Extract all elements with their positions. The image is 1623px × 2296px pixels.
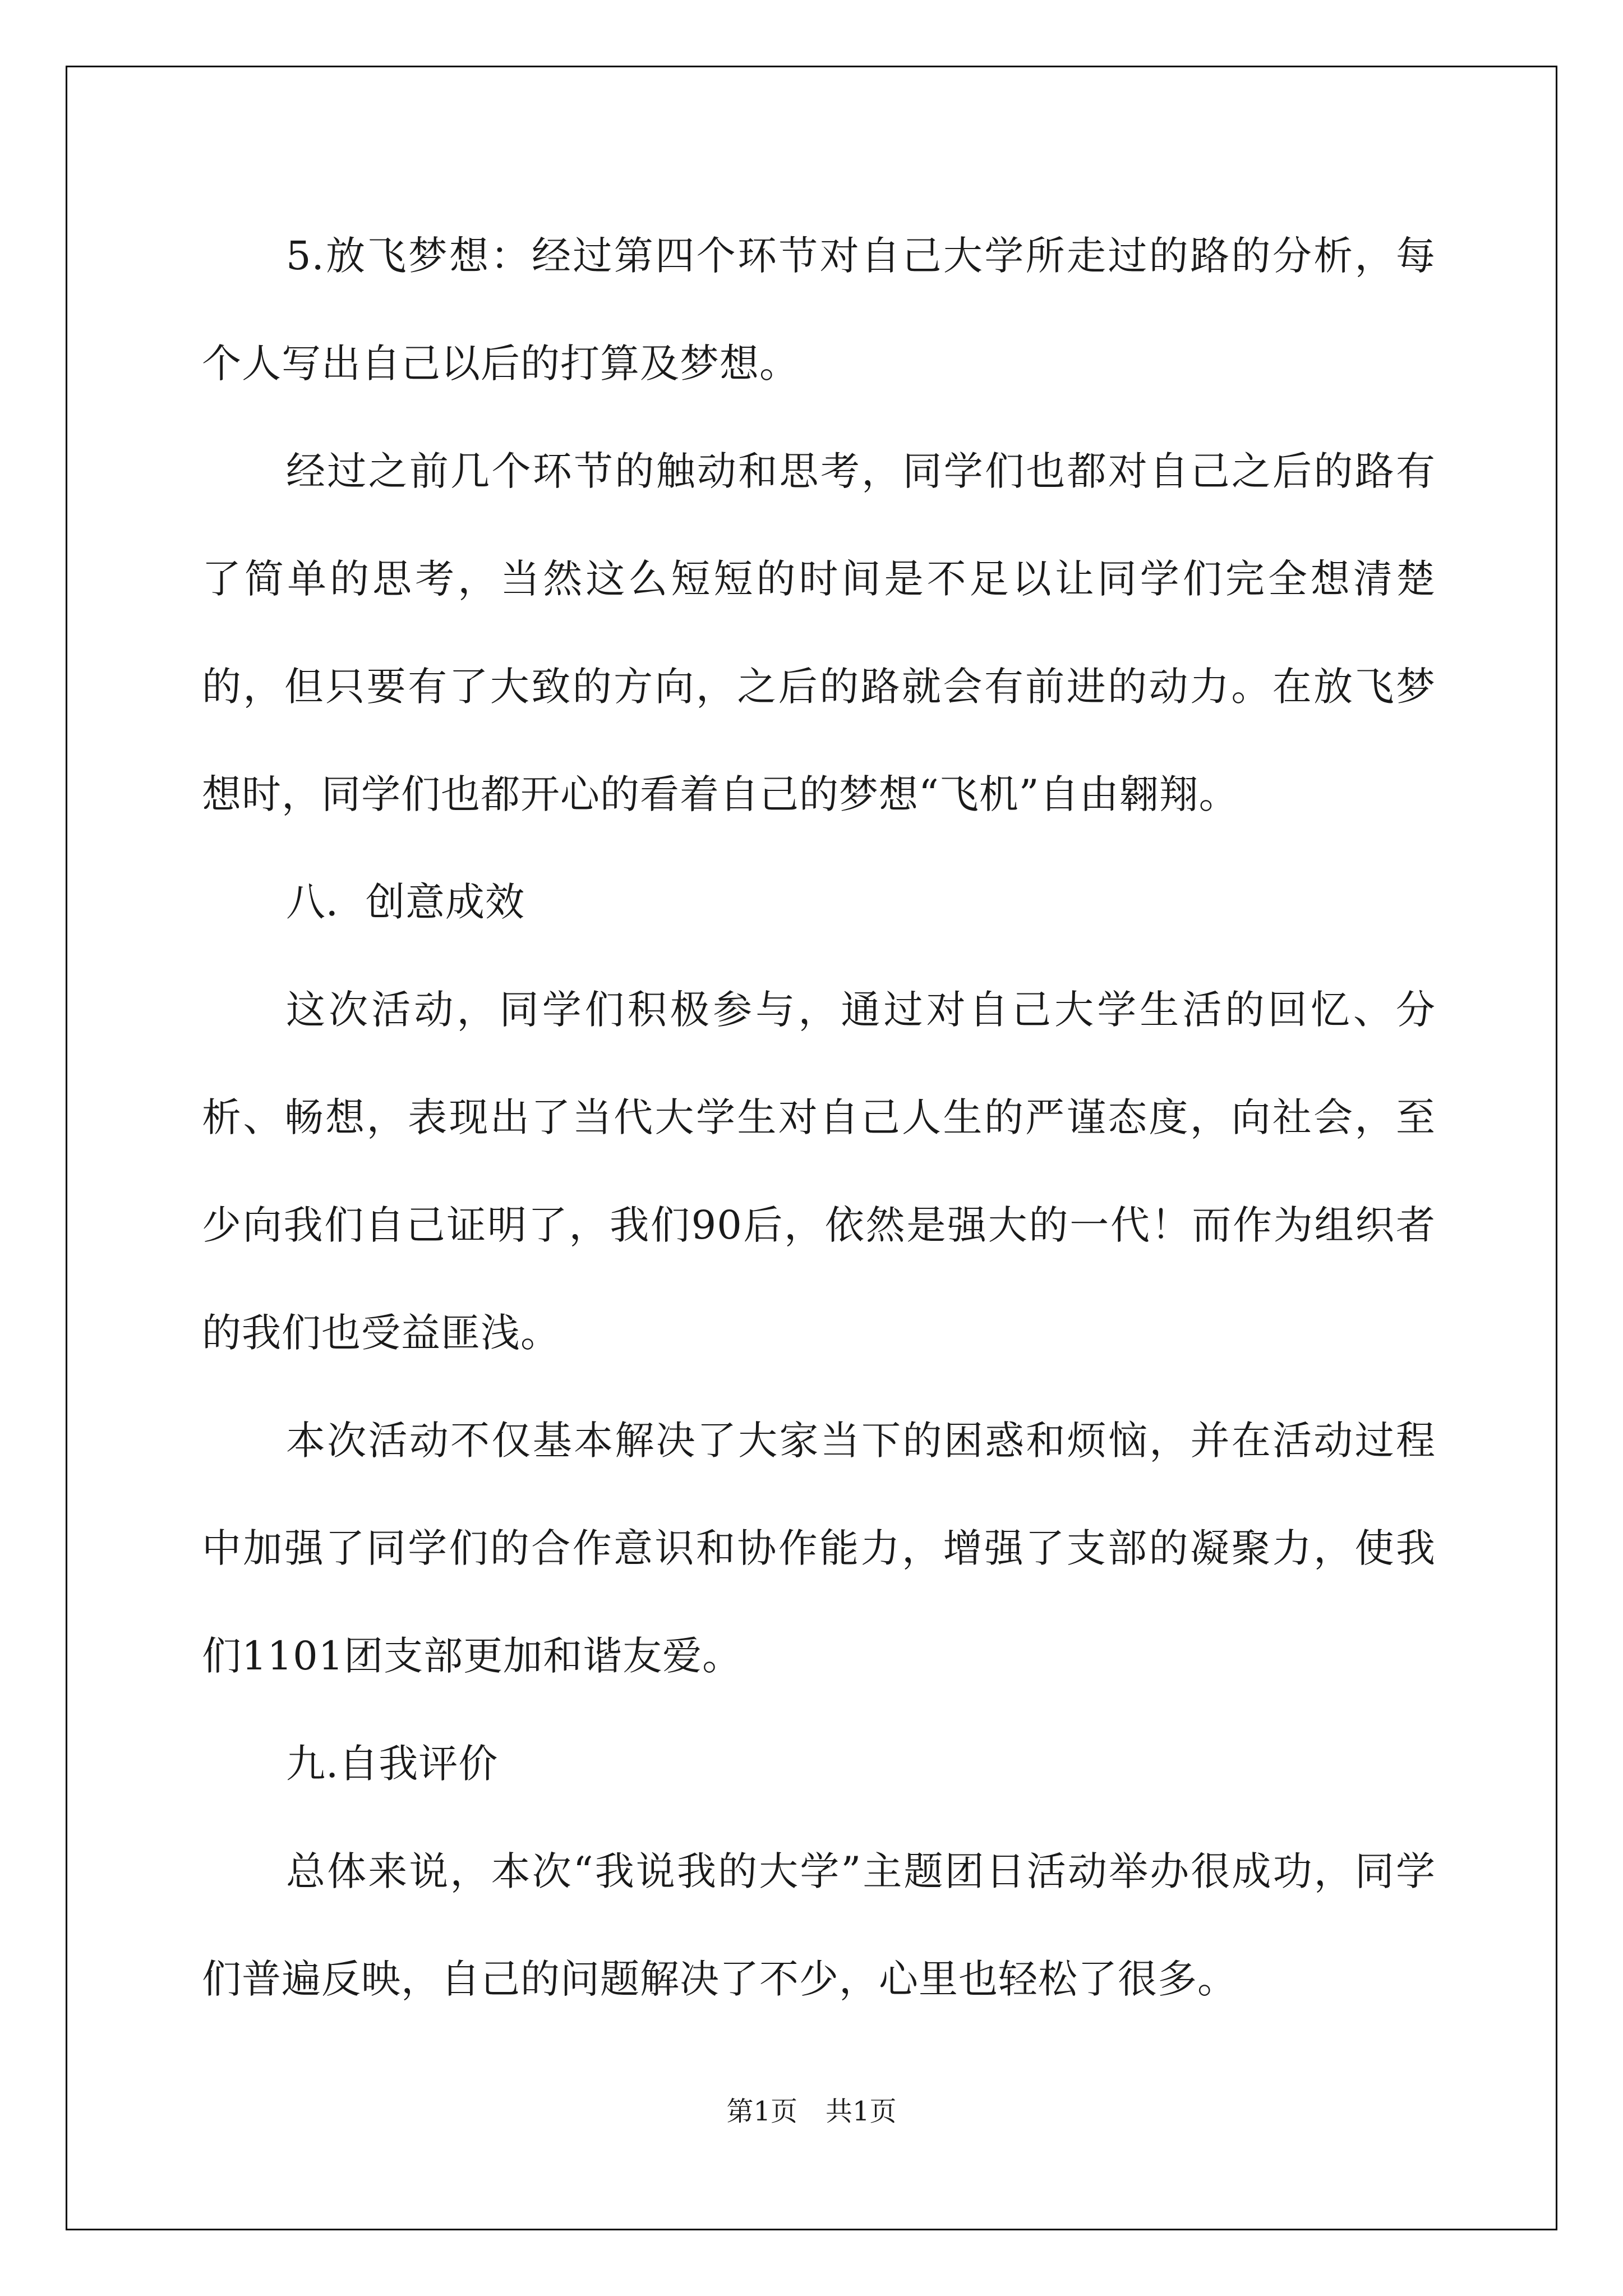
section-heading-creative-results: 八．创意成效 <box>286 879 525 925</box>
paragraph-activity-results: 这次活动，同学们积极参与，通过对自己大学生活的回忆、分析、畅想，表现出了当代大学生对自己人生的严谨态度，向社会，至少向我们自己证明了，我们90后，依然是强大的一代！而作为组织者的我们也受益匪浅。 <box>202 987 1436 1356</box>
page-number-total: 共1页 <box>826 2096 897 2127</box>
page-number-current: 第1页 <box>726 2096 797 2127</box>
document-body <box>202 202 1436 2033</box>
paragraph-dream-release: 5.放飞梦想：经过第四个环节对自己大学所走过的路的分析，每个人写出自己以后的打算及梦想。 <box>202 233 1436 386</box>
paragraph-activity-benefits: 本次活动不仅基本解决了大家当下的困惑和烦恼，并在活动过程中加强了同学们的合作意识和协作能力，增强了支部的凝聚力，使我们1101团支部更加和谐友爱。 <box>202 1418 1436 1679</box>
page-footer <box>0 2095 1623 2128</box>
paragraph-summary: 总体来说，本次“我说我的大学”主题团日活动举办很成功，同学们普遍反映，自己的问题解决了不少，心里也轻松了很多。 <box>202 1848 1436 2002</box>
paragraph-reflection: 经过之前几个环节的触动和思考，同学们也都对自己之后的路有了简单的思考，当然这么短短的时间是不足以让同学们完全想清楚的，但只要有了大致的方向，之后的路就会有前进的动力。在放飞梦想时，同学们也都开心的看着自己的梦想“飞机”自由翱翔。 <box>202 448 1436 817</box>
section-heading-self-evaluation: 九.自我评价 <box>286 1741 499 1787</box>
